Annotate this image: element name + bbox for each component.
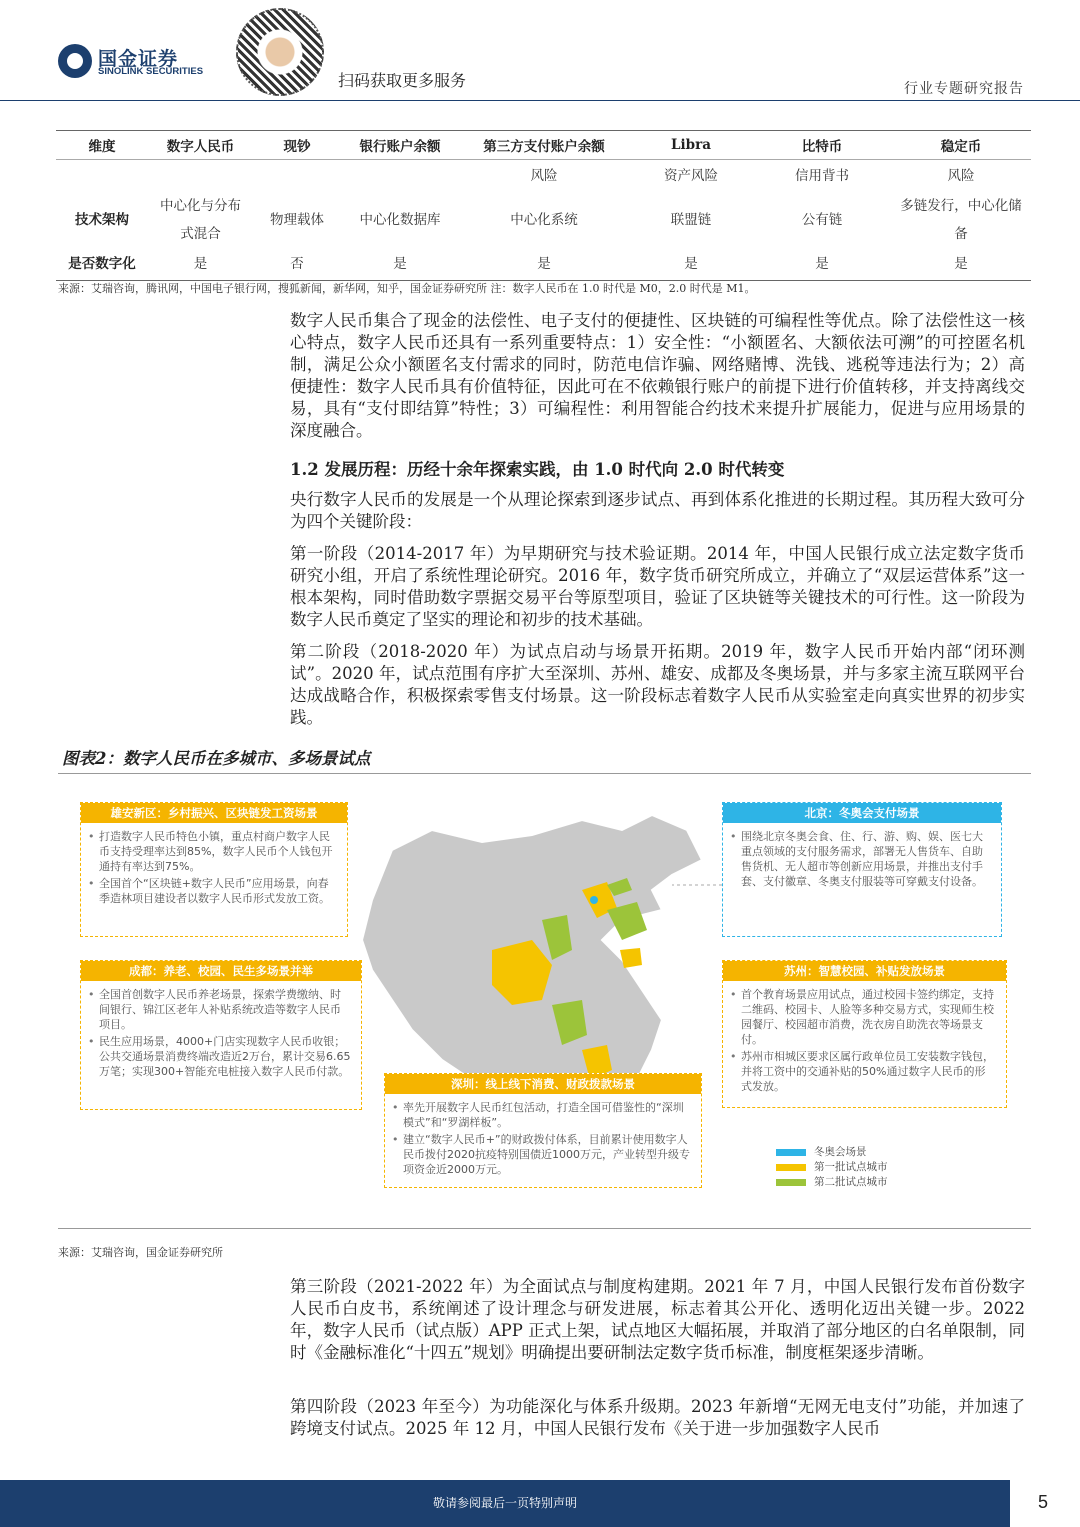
figure-title: 图表2：数字人民币在多城市、多场景试点 xyxy=(62,749,371,768)
table-row xyxy=(56,160,1031,193)
table-header-row xyxy=(56,131,1031,160)
table-source-note: 来源：艾瑞咨询，腾讯网，中国电子银行网，搜狐新闻，新华网，知乎，国金证券研究所 注：数字人民币在 1.0 时代是 M0，2.0 时代是 M1。 xyxy=(58,282,756,295)
figure-bottom-divider xyxy=(58,1228,1031,1229)
qr-caption: 扫码获取更多服务 xyxy=(338,71,467,90)
footer-disclaimer[interactable]: 敬请参阅最后一页特别声明 xyxy=(432,1496,577,1510)
beijing-marker xyxy=(590,896,598,904)
table-cell: 联盟链 xyxy=(670,212,712,228)
comparison-table xyxy=(56,130,1031,281)
card-title: 苏州：智慧校园、补贴发放场景 xyxy=(723,961,1006,981)
col-header: 第三方支付账户余额 xyxy=(459,131,629,160)
row-header: 是否数字化 xyxy=(56,248,148,281)
body-paragraph: 第四阶段（2023 年至今）为功能深化与体系升级期。2023 年新增“无网无电支付”功能，并加速了跨境支付试点。2025 年 12 月，中国人民银行发布《关于进一步加强数字人民币 xyxy=(290,1397,1025,1438)
card-item: • 首个教育场景应用试点，通过校园卡签约绑定，支持二维码、校园卡、人脸等多种交易方式，实现师生校园餐厅、校园超市消费，洗衣房自助洗衣等场景支付。 xyxy=(741,987,996,1047)
table-row xyxy=(56,192,1031,248)
table-cell: 否 xyxy=(253,248,341,281)
body-paragraph: 央行数字人民币的发展是一个从理论探索到逐步试点、再到体系化推进的长期过程。其历程大致可分为四个关键阶段： xyxy=(290,490,1025,531)
col-header: Libra xyxy=(629,131,753,160)
col-header: 数字人民币 xyxy=(148,131,253,160)
section-heading: 1.2 发展历程：历经十余年探索实践，由 1.0 时代向 2.0 时代转变 xyxy=(290,460,785,479)
table-cell: 物理载体 xyxy=(270,212,324,228)
card-xiongan xyxy=(80,802,348,937)
card-title: 成都：养老、校园、民生多场景并举 xyxy=(81,961,361,981)
legend-item: 冬奥会场景 xyxy=(776,1145,888,1160)
body-paragraph: 数字人民币集合了现金的法偿性、电子支付的便捷性、区块链的可编程性等优点。除了法偿性这一核心特点，数字人民币还具有一系列重要特点：1）安全性：“小额匿名、大额依法可溯”的可控匿名机制，满足公众小额匿名支付需求的同时，防范电信诈骗、网络赌博、洗钱、逃税等违法行为；2）高便捷性：数字人民币具有价值特征，因此可在不依赖银行账户的前提下进行价值转移，并支持离线交易，具有“支付即结算”特性；3）可编程性：利用智能合约技术来提升扩展能力，促进与应用场景的深度融合。 xyxy=(290,311,1025,440)
brand-name-cn: 国金证券 xyxy=(98,48,179,70)
card-shenzhen xyxy=(384,1073,702,1188)
card-title: 北京：冬奥会支付场景 xyxy=(723,803,1001,823)
col-header: 现钞 xyxy=(253,131,341,160)
figure-source-note: 来源：艾瑞咨询，国金证券研究所 xyxy=(58,1246,223,1259)
table-cell: 是 xyxy=(148,248,253,281)
col-header: 维度 xyxy=(56,131,148,160)
table-row xyxy=(56,248,1031,281)
table-cell: 中心化与分布式混合 xyxy=(160,198,241,242)
table-cell: 风险 xyxy=(530,168,558,184)
map-legend xyxy=(776,1145,888,1190)
table-cell: 公有链 xyxy=(801,212,843,228)
card-title: 雄安新区：乡村振兴、区块链发工资场景 xyxy=(81,803,347,823)
figure-divider xyxy=(58,773,1031,774)
table-cell: 中心化系统 xyxy=(510,212,578,228)
table-cell: 风险 xyxy=(947,168,975,184)
card-item: • 建立“数字人民币+”的财政拨付体系，目前累计使用数字人民币拨付2020抗疫特别国债近1000万元，产业转型升级专项资金近2000万元。 xyxy=(403,1132,691,1177)
card-item: • 民生应用场景，4000+门店实现数字人民币收银；公共交通场景消费终端改造近2万台，累计交易6.65万笔；实现300+智能充电桩接入数字人民币付款。 xyxy=(99,1034,351,1079)
pilot-map-figure xyxy=(62,790,1030,1210)
legend-item: 第一批试点城市 xyxy=(776,1160,888,1175)
header-divider xyxy=(0,100,1080,101)
qr-code-icon[interactable] xyxy=(236,8,324,96)
row-header: 技术架构 xyxy=(75,212,129,228)
legend-swatch xyxy=(776,1179,806,1186)
card-suzhou xyxy=(722,960,1007,1108)
card-item: • 率先开展数字人民币红包活动，打造全国可借鉴性的“深圳模式”和“罗湖样板”。 xyxy=(403,1100,691,1130)
page-number: 5 xyxy=(1038,1492,1049,1512)
col-header: 银行账户余额 xyxy=(341,131,459,160)
table-cell: 是 xyxy=(629,248,753,281)
report-type: 行业专题研究报告 xyxy=(904,81,1024,97)
card-item: • 打造数字人民币特色小镇，重点村商户数字人民币支持受理率达到85%，数字人民币个人钱包开通持有率达到75%。 xyxy=(99,829,337,874)
table-cell: 资产风险 xyxy=(664,168,718,184)
sinolink-logo-icon xyxy=(58,44,92,78)
card-item: • 全国首创数字人民币养老场景，探索学费缴纳、时间银行、锦江区老年人补贴系统改造等数字人民币项目。 xyxy=(99,987,351,1032)
table-cell: 信用背书 xyxy=(795,168,849,184)
page-header xyxy=(0,0,1080,104)
legend-item: 第二批试点城市 xyxy=(776,1175,888,1190)
legend-swatch xyxy=(776,1164,806,1171)
table-cell: 多链发行，中心化储备 xyxy=(900,198,1022,242)
table-cell: 是 xyxy=(341,248,459,281)
brand-name-en: SINOLINK SECURITIES xyxy=(98,66,204,77)
body-paragraph: 第二阶段（2018-2020 年）为试点启动与场景开拓期。2019 年，数字人民币开始内部“闭环测试”。2020 年，试点范围有序扩大至深圳、苏州、雄安、成都及冬奥场景，并与多家主流互联网平台达成战略合作，积极探索零售支付场景。这一阶段标志着数字人民币从实验室走向真实世界的初步实践。 xyxy=(290,642,1025,727)
table-cell: 是 xyxy=(891,248,1031,281)
card-item: • 苏州市相城区要求区属行政单位员工安装数字钱包，并将工资中的交通补贴的50%通过数字人民币的形式发放。 xyxy=(741,1049,996,1094)
card-title: 深圳：线上线下消费、财政拨款场景 xyxy=(385,1074,701,1094)
col-header: 稳定币 xyxy=(891,131,1031,160)
card-item: • 全国首个“区块链+数字人民币”应用场景，向春季造林项目建设者以数字人民币形式发放工资。 xyxy=(99,876,337,906)
body-paragraph: 第一阶段（2014-2017 年）为早期研究与技术验证期。2014 年，中国人民银行成立法定数字货币研究小组，开启了系统性理论研究。2016 年，数字货币研究所成立，并确立了“双层运营体系”这一根本架构，同时借助数字票据交易平台等原型项目，验证了区块链等关键技术的可行性。这一阶段为数字人民币奠定了坚实的理论和初步的技术基础。 xyxy=(290,544,1025,629)
table-cell: 中心化数据库 xyxy=(359,212,441,228)
card-item: • 围绕北京冬奥会食、住、行、游、购、娱、医七大重点领域的支付服务需求，部署无人售货车、自助售货机、无人超市等创新应用场景，并推出支付手套、支付徽章、冬奥支付服装等可穿戴支付设备。 xyxy=(741,829,991,889)
card-beijing xyxy=(722,802,1002,937)
table-cell: 是 xyxy=(753,248,891,281)
table-cell: 是 xyxy=(459,248,629,281)
card-chengdu xyxy=(80,960,362,1110)
body-paragraph: 第三阶段（2021-2022 年）为全面试点与制度构建期。2021 年 7 月，中国人民银行发布首份数字人民币白皮书，系统阐述了设计理念与研发进展，标志着其公开化、透明化迈出关键一步。2022 年，数字人民币（试点版）APP 正式上架，试点地区大幅拓展，并取消了部分地区的白名单限制，同时《金融标准化“十四五”规划》明确提出要研制法定数字货币标准，制度框架逐步清晰。 xyxy=(290,1277,1025,1362)
col-header: 比特币 xyxy=(753,131,891,160)
legend-swatch xyxy=(776,1149,806,1156)
